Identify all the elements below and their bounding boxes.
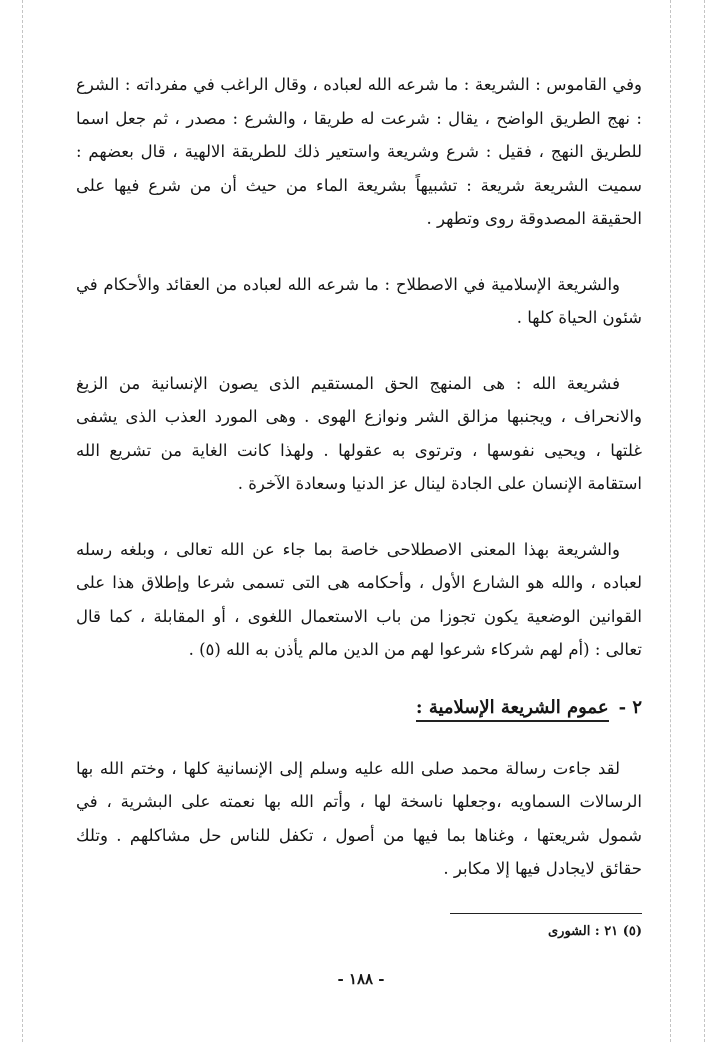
footnote: (٥) ٢١ : الشورى [548,924,642,939]
page-number: - ١٨٨ - [337,970,385,988]
page-body [76,68,642,886]
footnote-separator [450,913,642,914]
scan-guide-line-left [22,0,23,1042]
paragraph-divine-law: فشريعة الله : هى المنهج الحق المستقيم الذى يصون الإنسانية من الزيغ والانحراف ، ويجنبها مزالق الشر ونوازع الهوى . وهى المورد العذب الذى يشفى غلتها ، ويحيى نفوسها ، وترتوى به عقولها . ولهذا كانت الغاية من تشريع الله استقامة الإنسان على الجادة لينال عز الدنيا وسعادة الآخرة . [76,373,642,493]
paragraph-definition-dictionary: وفي القاموس : الشريعة : ما شرعه الله لعباده ، وقال الراغب في مفرداته : الشرع : نهج الطريق الواضح ، يقال : شرعت له طريقا ، والشرع : مصدر ، ثم جعل اسما للطريق النهج ، فقيل : شرع وشريعة واستعير ذلك للطريقة الالهية ، قال بعضهم : سميت الشريعة شريعة : تشبيهاً بشريعة الماء من حيث أن من شرع فيها على الحقيقة المصدوقة روى وتطهر . [76,75,642,228]
paragraph-universality: لقد جاءت رسالة محمد صلى الله عليه وسلم إلى الإنسانية كلها ، وختم الله بها الرسالات السماويه ،وجعلها ناسخة لها ، وأتم الله بها نعمته على البشرية ، في شمول شريعتها ، وغناها بما فيها من أصول ، تكفل للناس حل مشاكلهم . وتلك حقائق لايجادل فيها إلا مكابر . [76,758,642,878]
section-heading [76,697,642,722]
section-number: ٢ - [618,696,642,718]
scan-guide-line-right [670,0,671,1042]
paragraph-definition-terminology: والشريعة الإسلامية في الاصطلاح : ما شرعه الله لعباده من العقائد والأحكام في شئون الحياة كلها . [76,274,642,327]
scan-guide-line-right-outer [704,0,705,1042]
paragraph-term-specificity: والشريعة بهذا المعنى الاصطلاحى خاصة بما جاء عن الله تعالى ، وبلغه رسله لعباده ، والله هو الشارع الأول ، وأحكامه هى التى تسمى شرعا وإطلاق هذا على القوانين الوضعية يكون تجوزا من باب الاستعمال اللغوى ، أو المقابلة ، كما قال تعالى : (أم لهم شركاء شرعوا لهم من الدين مالم يأذن به الله (٥) . [76,539,642,659]
section-title: عموم الشريعة الإسلامية : [416,697,609,722]
